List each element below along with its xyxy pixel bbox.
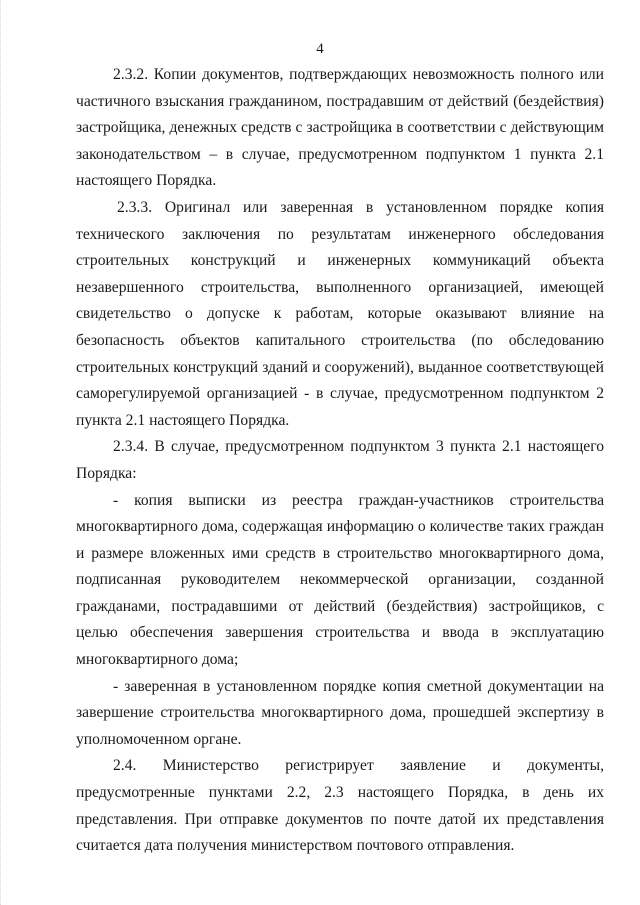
list-item-estimate-docs: - заверенная в установленном порядке копия сметной документации на завершение строительства многоквартирного дома, прошедшей экспертизу в уполномоченном органе.	[76, 677, 604, 748]
paragraph-2-3-3: 2.3.3. Оригинал или заверенная в установленном порядке копия технического заключения по результатам инженерного обследования строительных конструкций и инженерных коммуникаций объекта незавершенного строительства, выполненного организацией, имеющей свидетельство о допуске к работам, которые оказывают влияние на безопасность объектов капитального строительства (по обследованию строительных конструкций зданий и сооружений), выданное соответствующей саморегулируемой организацией - в случае, предусмотренном подпунктом 2 пункта 2.1 настоящего Порядка.	[76, 198, 604, 429]
document-body	[76, 62, 604, 860]
paragraph-2-3-4: 2.3.4. В случае, предусмотренном подпунктом 3 пункта 2.1 настоящего Порядка:	[76, 438, 604, 482]
paragraph-2-3-2: 2.3.2. Копии документов, подтверждающих невозможность полного или частичного взыскания гражданином, пострадавшим от действий (бездействия) застройщика, денежных средств с застройщика в соответствии с действующим законодательством – в случае, предусмотренном подпунктом 1 пункта 2.1 настоящего Порядка.	[76, 66, 604, 190]
list-item-registry-extract: - копия выписки из реестра граждан-участников строительства многоквартирного дома, содержащая информацию о количестве таких граждан и размере вложенных ими средств в строительство многоквартирного дома, подписанная руководителем некоммерческой организации, созданной гражданами, пострадавшими от действий (бездействия) застройщиков, с целью обеспечения завершения строительства и ввода в эксплуатацию многоквартирного дома;	[76, 491, 604, 669]
paragraph-2-4: 2.4. Министерство регистрирует заявление и документы, предусмотренные пунктами 2.2, 2.3 настоящего Порядка, в день их представления. При отправке документов по почте датой их представления считается дата получения министерством почтового отправления.	[76, 757, 604, 855]
scan-edge	[0, 0, 4, 905]
page-number: 4	[316, 41, 324, 57]
